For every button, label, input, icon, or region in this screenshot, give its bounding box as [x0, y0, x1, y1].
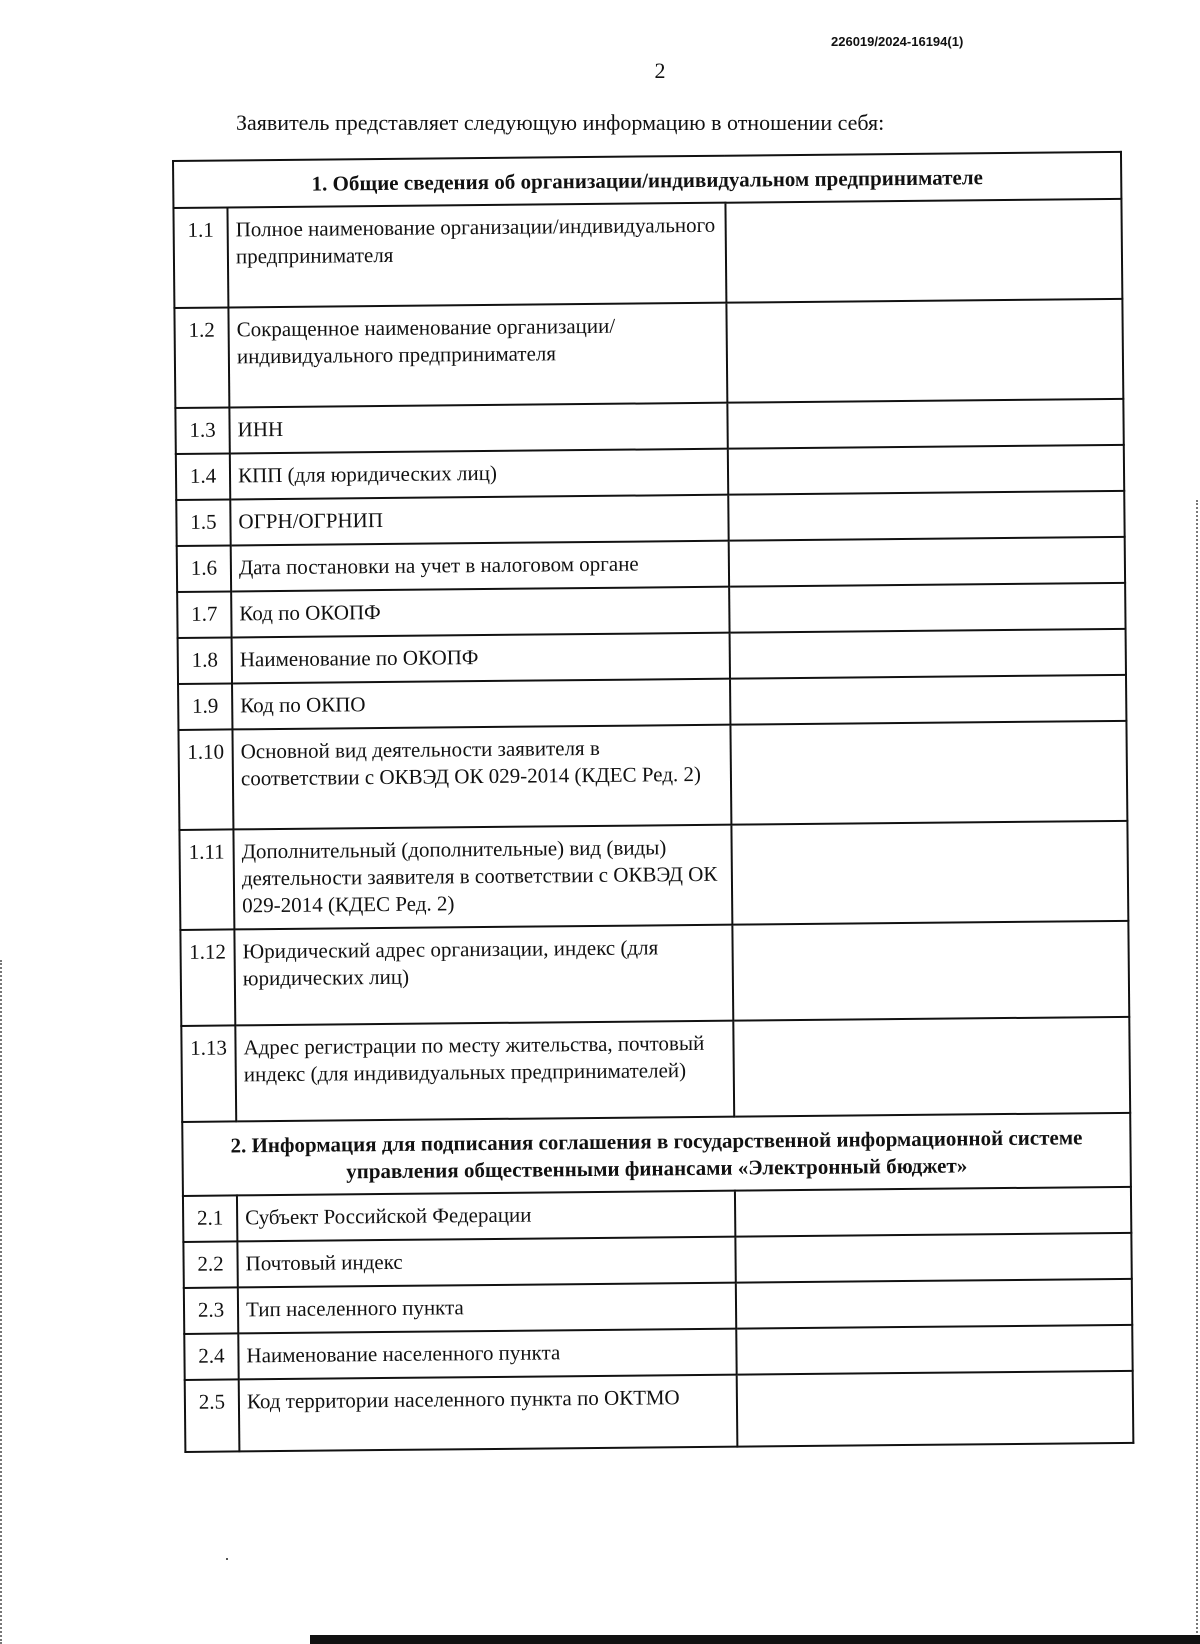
- table-row: [174, 299, 1123, 408]
- row-label: Наименование населенного пункта: [238, 1329, 736, 1380]
- row-label: Дополнительный (дополнительные) вид (виды) деятельности заявителя в соответствии с ОКВЭД ОК 029-2014 (КДЕС Ред. 2): [233, 825, 732, 930]
- section-title: 1. Общие сведения об организации/индивидуальном предпринимателе: [173, 152, 1121, 208]
- scan-edge-right: [1196, 500, 1200, 1644]
- row-label: Адрес регистрации по месту жительства, почтовый индекс (для индивидуальных предпринимателей): [235, 1021, 734, 1122]
- row-label: Почтовый индекс: [237, 1237, 735, 1288]
- row-label: Юридический адрес организации, индекс (для юридических лиц): [234, 925, 733, 1026]
- row-value-field[interactable]: [727, 399, 1123, 449]
- section-title: 2. Информация для подписания соглашения в государственной информационной системе управления общественными финансами «Электронный бюджет»: [182, 1113, 1131, 1196]
- row-number: 1.1: [173, 207, 228, 308]
- row-value-field[interactable]: [736, 1279, 1132, 1329]
- row-number: 2.2: [183, 1241, 237, 1288]
- row-value-field[interactable]: [735, 1233, 1131, 1283]
- row-value-field[interactable]: [730, 629, 1126, 679]
- row-value-field[interactable]: [726, 299, 1123, 403]
- table-row: [178, 721, 1127, 830]
- row-label: Сокращенное наименование организации/индивидуального предпринимателя: [228, 303, 727, 408]
- table-row: [173, 199, 1122, 308]
- scan-bottom-bar: [310, 1635, 1200, 1644]
- row-number: 1.7: [177, 591, 231, 638]
- table-row: [179, 821, 1128, 930]
- row-number: 1.12: [180, 929, 235, 1026]
- row-number: 1.9: [178, 683, 232, 730]
- table-row: [181, 1017, 1130, 1122]
- row-number: 1.6: [177, 545, 231, 592]
- row-value-field[interactable]: [730, 675, 1126, 725]
- row-number: 2.5: [185, 1379, 240, 1452]
- row-value-field[interactable]: [731, 821, 1128, 925]
- row-label: КПП (для юридических лиц): [230, 449, 728, 500]
- row-label: ИНН: [229, 403, 727, 454]
- row-value-field[interactable]: [732, 921, 1129, 1021]
- row-value-field[interactable]: [729, 583, 1125, 633]
- row-number: 2.4: [184, 1333, 238, 1380]
- scan-speck: [226, 1558, 228, 1560]
- intro-text: Заявитель представляет следующую информацию в отношении себя:: [236, 110, 885, 135]
- applicant-info-table: [172, 151, 1134, 1453]
- section-header-row: [182, 1113, 1131, 1196]
- row-value-field[interactable]: [728, 445, 1124, 495]
- table-row: [180, 921, 1129, 1026]
- row-number: 2.1: [183, 1195, 237, 1242]
- row-label: Наименование по ОКОПФ: [232, 633, 730, 684]
- row-value-field[interactable]: [735, 1187, 1131, 1237]
- row-number: 1.4: [176, 453, 230, 500]
- row-label: Основной вид деятельности заявителя в соответствии с ОКВЭД ОК 029-2014 (КДЕС Ред. 2): [232, 725, 731, 830]
- row-number: 2.3: [184, 1287, 238, 1334]
- row-value-field[interactable]: [737, 1371, 1134, 1447]
- row-number: 1.11: [179, 829, 234, 930]
- row-number: 1.5: [176, 499, 230, 546]
- row-label: Код территории населенного пункта по ОКТМО: [239, 1375, 738, 1452]
- row-value-field[interactable]: [733, 1017, 1130, 1117]
- row-label: Субъект Российской Федерации: [237, 1191, 735, 1242]
- row-label: Код по ОКПО: [232, 679, 730, 730]
- row-number: 1.8: [178, 637, 232, 684]
- row-value-field[interactable]: [736, 1325, 1132, 1375]
- row-value-field[interactable]: [725, 199, 1122, 303]
- row-label: Тип населенного пункта: [238, 1283, 736, 1334]
- row-value-field[interactable]: [729, 537, 1125, 587]
- row-number: 1.2: [174, 307, 229, 408]
- page-number: 2: [654, 58, 666, 83]
- scan-edge-left: [0, 960, 4, 1644]
- row-label: Полное наименование организации/индивидуального предпринимателя: [227, 203, 726, 308]
- row-label: Дата постановки на учет в налоговом органе: [231, 541, 729, 592]
- row-number: 1.10: [178, 729, 233, 830]
- row-number: 1.3: [175, 407, 229, 454]
- row-number: 1.13: [181, 1025, 236, 1122]
- row-label: ОГРН/ОГРНИП: [230, 495, 728, 546]
- row-label: Код по ОКОПФ: [231, 587, 729, 638]
- table-row: [185, 1371, 1134, 1452]
- document-id: 226019/2024-16194(1): [831, 34, 964, 49]
- row-value-field[interactable]: [730, 721, 1127, 825]
- row-value-field[interactable]: [728, 491, 1124, 541]
